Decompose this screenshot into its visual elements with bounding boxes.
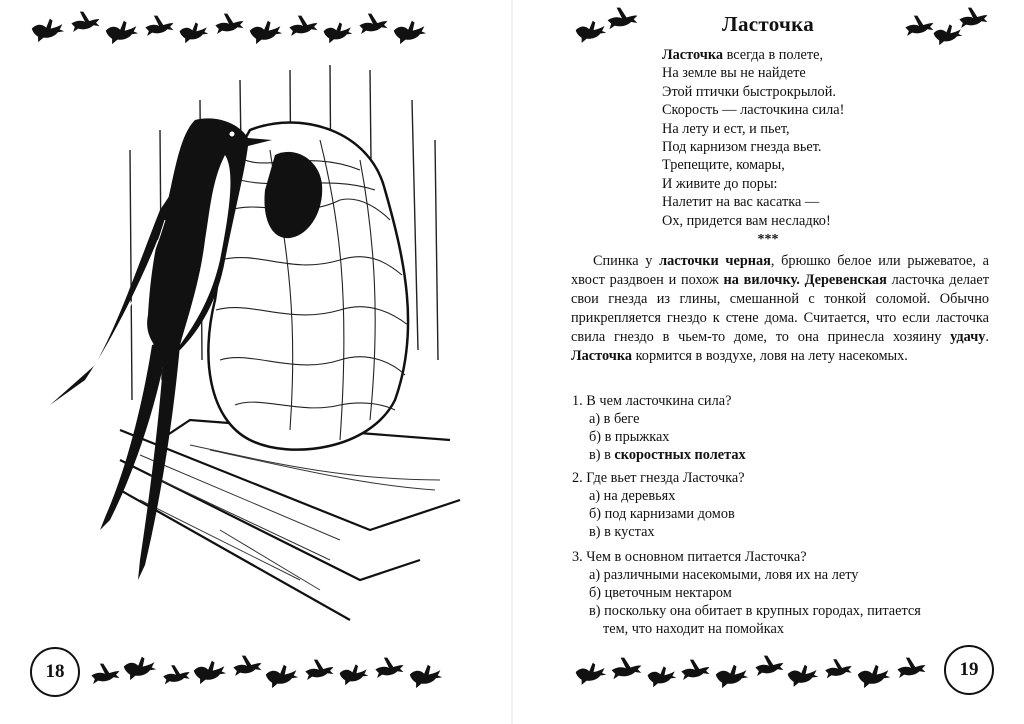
question-title: 1. В чем ласточкина сила? [572, 393, 732, 409]
question-3 [572, 548, 999, 638]
answer-option: а) на деревьях [589, 488, 676, 504]
question-title: 3. Чем в основном питается Ласточка? [572, 549, 807, 565]
description-paragraph: Спинка у ласточки черная, брюшко белое или рыжеватое, а хвост раздвоен и похож на вилочку. Деревенская ласточка делает свои гнезда из глины, смешанной с тонкой соломой. Обычно прикрепляется гнездо к стене дома. Считается, что если ласточка свила гнездо в чьем-то доме, то она принесла хозяину удачу. Ласточка кормится в воздухе, ловя на лету насекомых. [571, 253, 989, 364]
poem-line: Этой птички быстрокрылой. [662, 83, 836, 100]
answer-option: а) в беге [589, 411, 640, 427]
answer-option: б) цветочным нектаром [589, 585, 732, 601]
poem-line: Ох, придется вам несладко! [662, 212, 831, 229]
answer-option: в) поскольку она обитает в крупных городах, питается тем, что находит на помойках [589, 603, 921, 637]
poem-line: На земле вы не найдете [662, 65, 806, 82]
page-number: 19 [944, 645, 994, 695]
page-title: Ласточка [722, 12, 814, 36]
top-bird-border [30, 8, 450, 48]
bottom-bird-border [88, 652, 468, 692]
section-separator: *** [757, 232, 779, 247]
question-title: 2. Где вьет гнезда Ласточка? [572, 470, 745, 486]
swallow-on-nest-illustration [40, 60, 470, 640]
poem-line: На лету и ест, и пьет, [662, 120, 790, 137]
poem-line: И живите до поры: [662, 175, 778, 192]
answer-option: в) в скоростных полетах [589, 447, 746, 463]
poem [662, 46, 844, 230]
poem-line: Трепещите, комары, [662, 157, 785, 174]
answer-option: б) под карнизами домов [589, 506, 735, 522]
poem-line: Налетит на вас касатка — [662, 194, 820, 211]
question-1 [572, 392, 746, 464]
poem-line: Под карнизом гнезда вьет. [662, 139, 822, 156]
answer-option: а) различными насекомыми, ловя их на лету [589, 567, 859, 583]
bird-silhouette-icon [88, 652, 468, 692]
bird-silhouette-icon [574, 652, 944, 692]
right-page [512, 0, 1024, 724]
answer-option: б) в прыжках [589, 429, 670, 445]
question-2 [572, 469, 745, 541]
answer-option: в) в кустах [589, 524, 655, 540]
poem-line: Скорость — ласточкина сила! [662, 102, 845, 119]
poem-line: Ласточка всегда в полете, [662, 47, 824, 63]
bottom-bird-border [574, 652, 944, 692]
page-number: 18 [30, 647, 80, 697]
bird-silhouette-icon [30, 8, 450, 48]
